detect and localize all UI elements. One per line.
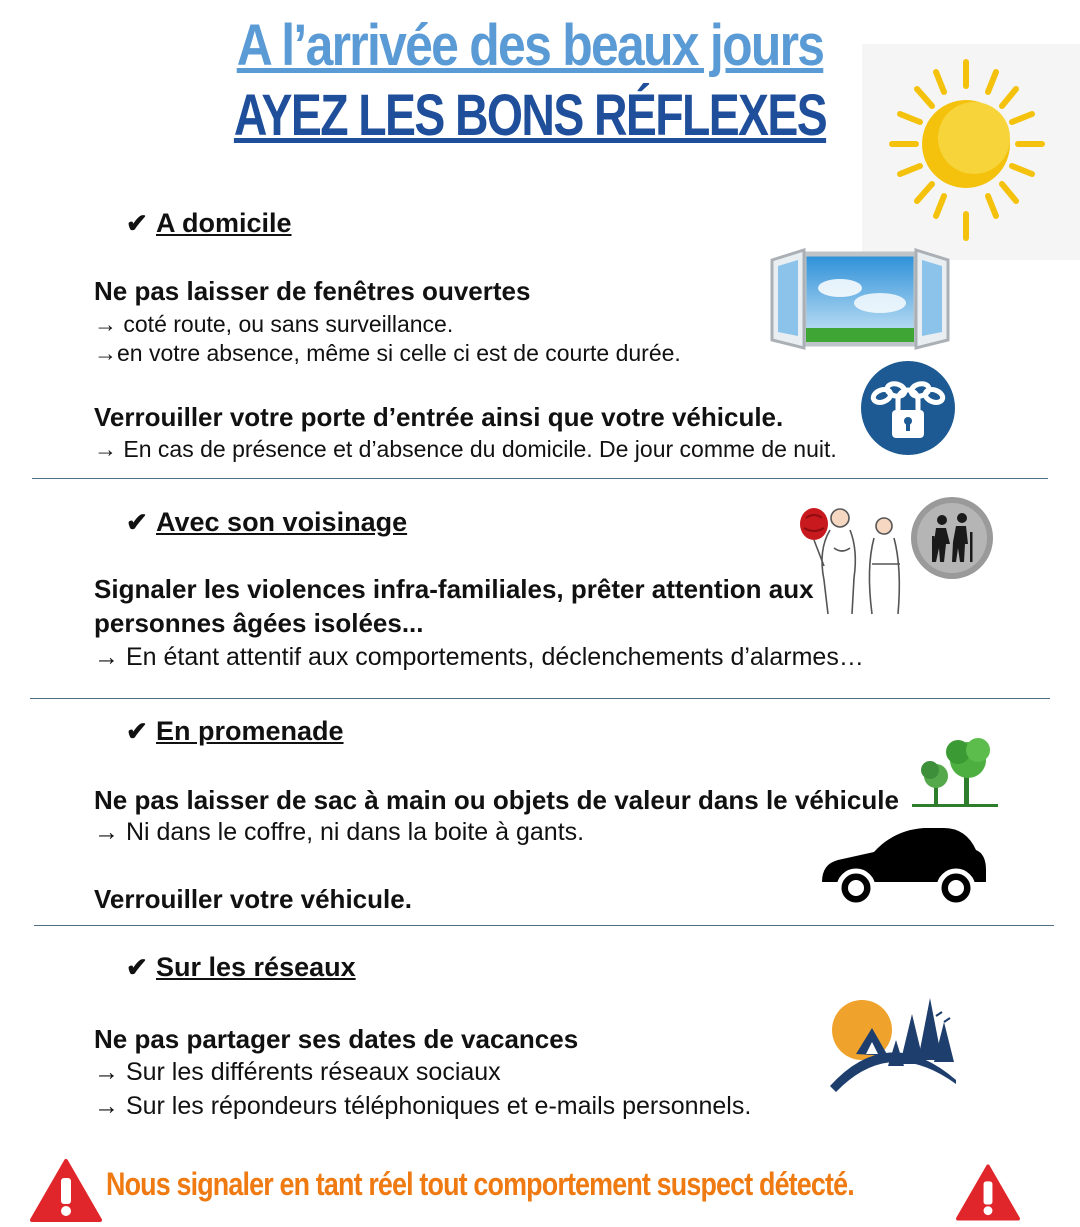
item-detail: → Sur les répondeurs téléphoniques et e-mails personnels.: [94, 1092, 752, 1120]
item-title: Ne pas laisser de sac à main ou objets de valeur dans le véhicule: [94, 785, 899, 815]
sun-icon: [862, 44, 1080, 260]
window-icon: [770, 248, 950, 359]
warning-icon: [956, 1162, 1020, 1227]
section-heading-voisinage: ✔ Avec son voisinage: [126, 507, 408, 537]
checkmark-icon: ✔: [126, 507, 148, 537]
warning-icon: [30, 1158, 102, 1227]
item-detail: → coté route, ou sans surveillance.: [94, 311, 454, 337]
section-divider: [30, 698, 1050, 699]
title-line-2: AYEZ LES BONS RÉFLEXES: [233, 83, 827, 148]
item-detail: → En cas de présence et d’absence du domicile. De jour comme de nuit.: [94, 436, 837, 462]
padlock-icon: [860, 360, 956, 461]
checkmark-icon: ✔: [126, 952, 148, 982]
item-detail: →en votre absence, même si celle ci est de courte durée.: [94, 340, 681, 366]
item-detail: → Ni dans le coffre, ni dans la boite à gants.: [94, 818, 585, 846]
section-divider: [34, 925, 1054, 926]
landscape-icon: [826, 994, 960, 1099]
car-icon: [818, 826, 988, 913]
item-title: personnes âgées isolées...: [94, 608, 424, 638]
elderly-sign-icon: [910, 496, 994, 585]
item-detail: → Sur les différents réseaux sociaux: [94, 1058, 501, 1086]
item-title: Verrouiller votre véhicule.: [94, 884, 412, 914]
item-title: Ne pas laisser de fenêtres ouvertes: [94, 276, 531, 306]
section-heading-promenade: ✔ En promenade: [126, 716, 344, 746]
item-title: Ne pas partager ses dates de vacances: [94, 1024, 579, 1054]
checkmark-icon: ✔: [126, 716, 148, 746]
item-title: Verrouiller votre porte d’entrée ainsi que votre véhicule.: [94, 402, 784, 432]
title-line-1: A l’arrivée des beaux jours: [236, 13, 824, 78]
item-title: Signaler les violences infra-familiales, prêter attention aux: [94, 574, 814, 604]
trees-icon: [910, 734, 1002, 815]
section-divider: [32, 478, 1048, 479]
section-heading-reseaux: ✔ Sur les réseaux: [126, 952, 356, 982]
section-heading-domicile: ✔ A domicile: [126, 208, 292, 238]
item-detail: → En étant attentif aux comportements, déclenchements d’alarmes…: [94, 643, 864, 671]
footer-warning-text: Nous signaler en tant réel tout comportement suspect détecté.: [106, 1166, 854, 1202]
checkmark-icon: ✔: [126, 208, 148, 238]
elderly-couple-icon: [790, 500, 910, 621]
